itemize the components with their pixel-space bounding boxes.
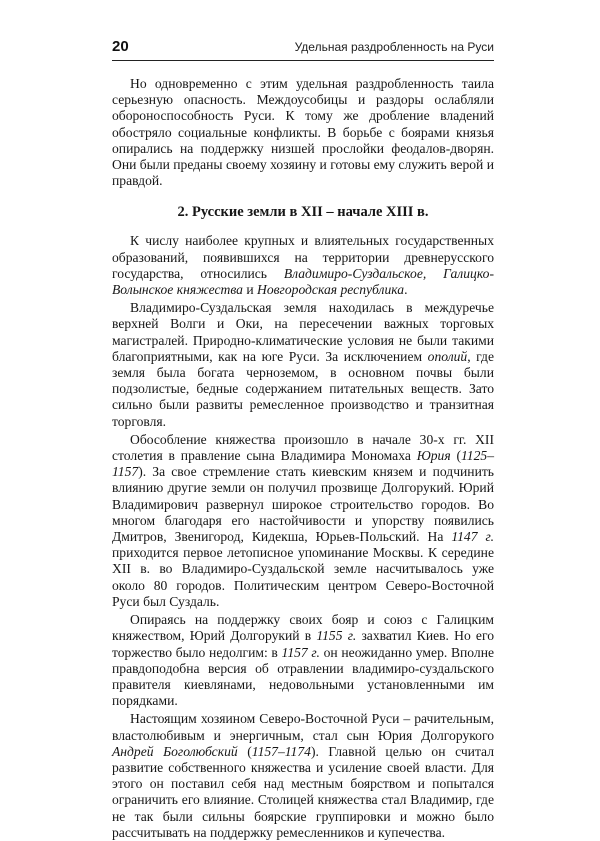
- italic-run: Андрей Боголюбский: [112, 743, 238, 759]
- text-run: Настоящим хозяином Северо-Восточной Руси – рачительным, властолюбивым и энергичным, стал сын Юрия Долгорукого: [112, 711, 494, 743]
- italic-run: 1157 г.: [281, 644, 320, 660]
- running-title: Удельная раздробленность на Руси: [294, 40, 494, 54]
- italic-run: 1155 г.: [316, 628, 357, 644]
- text-run: ). Главной целью он считал развитие собственного княжества и усиление своей власти. Для этого он поставил себя над местным боярством и попытался ограничить его влияние. Столицей княжества стал Владимир, где не так были сильны боярские группировки и можно было рассчитывать на поддержку ремесленников и купечества.: [112, 743, 494, 840]
- text-run: захватил Киев. Но его торжество было недолгим: в: [112, 628, 495, 660]
- paragraph-5: [112, 612, 494, 709]
- text-run: .: [404, 282, 408, 298]
- paragraph-1-text: Но одновременно с этим удельная раздробленность таила серьезную опасность. Междоусобицы и раздоры ослабляли обороноспособность Руси. К тому же дробление владений обостряло социальные конфликты. В борьбе с боярами князья опирались на поддержку низшей прослойки феодалов-дворян. Они были преданы своему хозяину и готовы ему служить верой и правдой.: [112, 76, 494, 189]
- text-run: и: [242, 282, 258, 298]
- text-run: , где земля была богата черноземом, в основном почвы были подзолистые, бедные содержанием питательных веществ. Зато сильно были развиты ремесленное производство и транзитная торговля.: [112, 348, 495, 429]
- italic-run: Владимиро-Суздальское, Галицко-Волынское княжества: [112, 265, 494, 298]
- text-run: он неожиданно умер. Вполне правдоподобна версия об отравлении владимиро-суздальского правителя киевлянами, недовольными установленными им порядками.: [112, 644, 494, 709]
- page-body: [112, 76, 494, 841]
- italic-run: Юрия: [416, 448, 451, 464]
- text-run: Опираясь на поддержку своих бояр и союз с Галицким княжеством, Юрий Долгорукий в: [112, 612, 494, 644]
- paragraph-2: [112, 233, 494, 298]
- italic-run: 1125–1157: [112, 448, 494, 480]
- paragraph-4: [112, 432, 494, 610]
- text-run: (: [450, 448, 462, 464]
- italic-run: 1157–1174: [251, 743, 311, 759]
- page-number: 20: [112, 38, 129, 55]
- text-run: Обособление княжества произошло в начале 30-х гг. XII столетия в правление сына Владимира Мономаха: [112, 431, 494, 464]
- text-run: ). За свое стремление стать киевским князем и подчинить влиянию другие земли он получил прозвище Долгорукий. Юрий Владимирович развернул широкое строительство городов. Во многом благодаря его настойчивости и упорству появились Дмитров, Звенигород, Кидекша, Юрьев-Польский. На: [112, 464, 494, 545]
- paragraph-6: [112, 711, 494, 841]
- text-run: К числу наиболее крупных и влиятельных государственных образований, появившихся на территории древнерусского государства, относились: [112, 233, 494, 281]
- paragraph-1: [112, 76, 494, 189]
- italic-run: 1147 г.: [451, 529, 494, 545]
- paragraph-3: [112, 300, 494, 430]
- section-heading: 2. Русские земли в XII – начале XIII в.: [177, 204, 429, 221]
- italic-run: Новгородская республика: [257, 282, 405, 298]
- text-run: Владимиро-Суздальская земля находилась в междуречье верхней Волги и Оки, на пересечении важных торговых магистралей. Природно-климатические условия не были такими благоприятными, как на юге Руси. За исключением: [112, 300, 494, 364]
- text-run: приходится первое летописное упоминание Москвы. К середине XII в. во Владимиро-Суздальской земле насчитывалось уже около 80 городов. Политическим центром Северо-Восточной Руси был Суздаль.: [112, 545, 494, 609]
- text-run: (: [237, 743, 252, 759]
- italic-run: ополий: [427, 348, 468, 364]
- page-header: [112, 36, 494, 61]
